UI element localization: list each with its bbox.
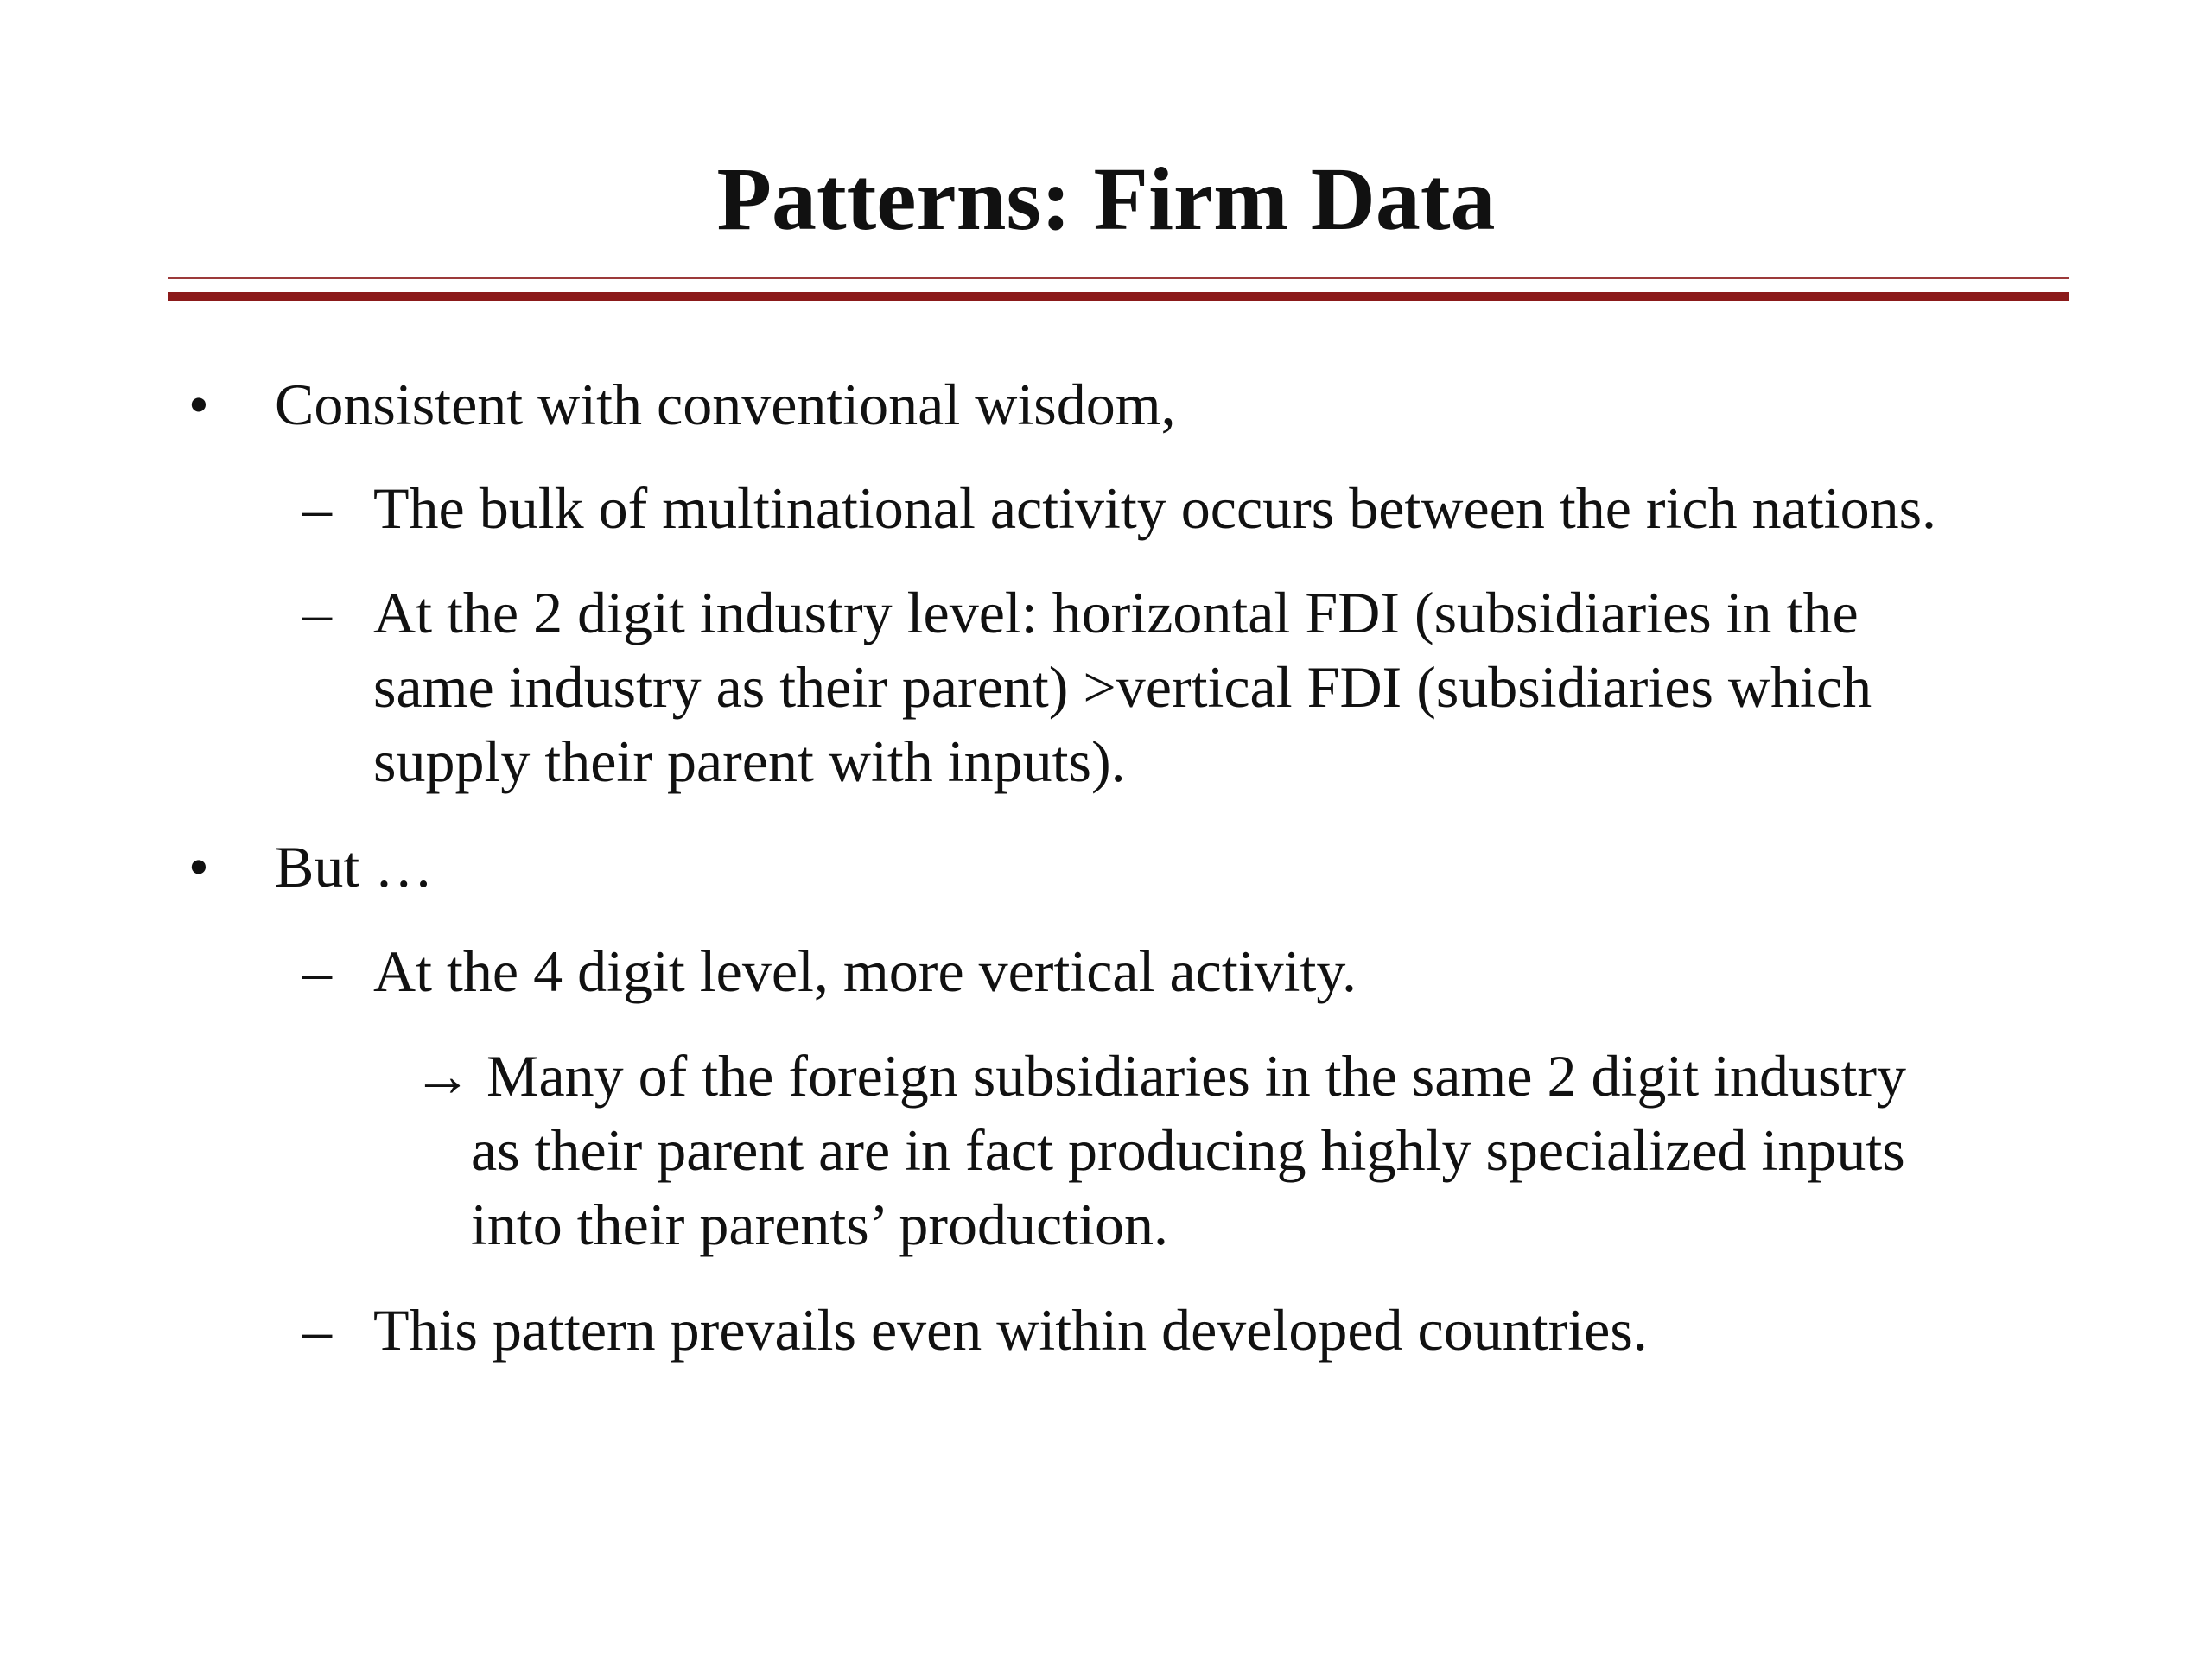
slide-title: Patterns: Firm Data [716, 149, 1496, 249]
title-divider-thick [168, 292, 2069, 301]
dash-marker: – [302, 938, 332, 1004]
bullet-1-sub-2-line-2: same industry as their parent) >vertical FDI (subsidiaries which [373, 654, 1872, 720]
dash-marker: – [302, 475, 332, 541]
bullet-1-text: Consistent with conventional wisdom, [275, 372, 1176, 437]
arrow-point-line-2: as their parent are in fact producing highly specialized inputs [471, 1117, 1905, 1183]
title-divider-thin [168, 276, 2069, 279]
dash-marker: – [302, 1297, 332, 1363]
bullet-1-sub-1: The bulk of multinational activity occurs between the rich nations. [373, 475, 1937, 541]
arrow-point-line-3: into their parents’ production. [471, 1192, 1168, 1257]
bullet-2-sub-1: At the 4 digit level, more vertical activity. [373, 938, 1357, 1004]
bullet-1-sub-2-line-3: supply their parent with inputs). [373, 728, 1126, 794]
bullet-2-sub-2: This pattern prevails even within developed countries. [373, 1297, 1648, 1363]
bullet-marker: • [188, 372, 209, 437]
bullet-marker: • [188, 834, 209, 899]
arrow-point-line-1: → Many of the foreign subsidiaries in the same 2 digit industry [413, 1043, 1907, 1109]
dash-marker: – [302, 580, 332, 645]
bullet-2-text: But … [275, 834, 434, 899]
bullet-1-sub-2-line-1: At the 2 digit industry level: horizontal FDI (subsidiaries in the [373, 580, 1859, 645]
